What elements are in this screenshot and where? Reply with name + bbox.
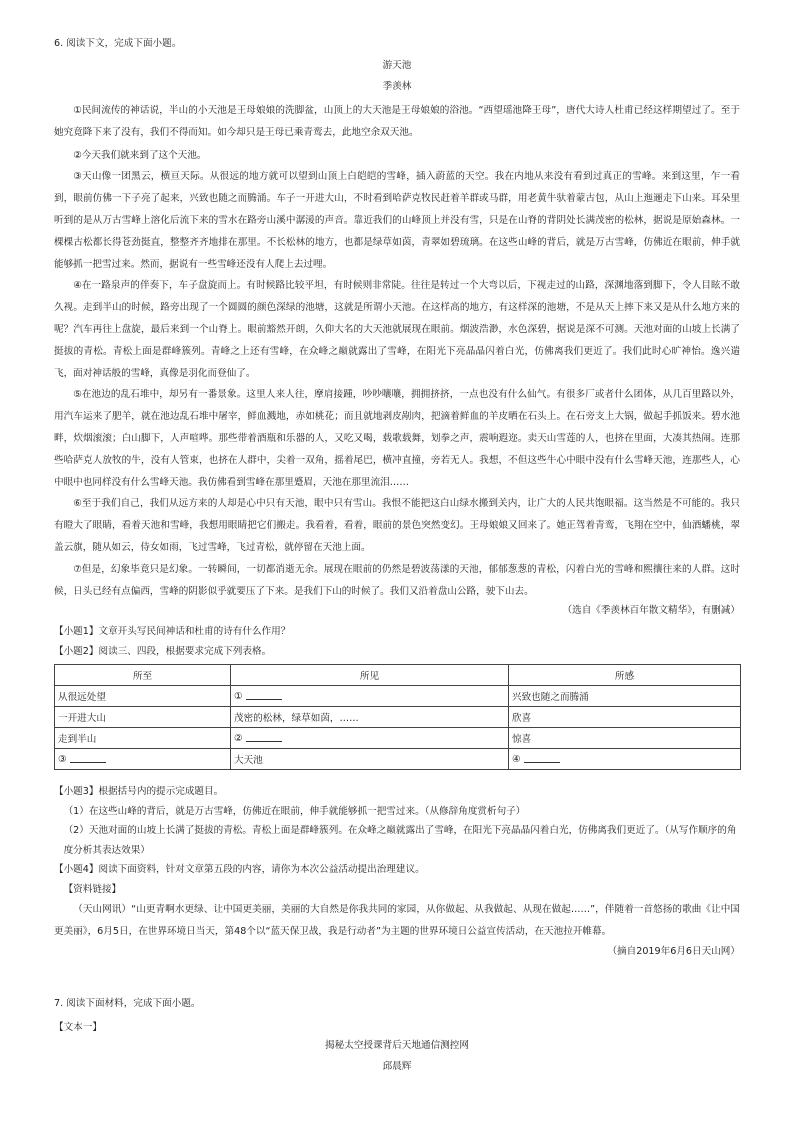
paragraph-5: ⑤在池边的乱石堆中，却另有一番景象。这里人来人往，摩肩接踵，吵吵嚷嚷，拥拥挤挤，一点也没有什么仙气。有很多厂或者什么团体，从几百里路以外，用汽车运来了肥羊，就在池边乱石堆中屠宰，鲜血溅地，赤如桃花；而且就地剥皮剐肉，把滴着鲜血的羊皮晒在石头上。在石旁支上大锅，做起手抓饭来。碧水池畔，炊烟滚滚；白山脚下，人声喧哗。那些带着酒瓶和乐器的人，又吃又喝，载歌载舞，划拳之声，震响遐迩。卖天山雪莲的人，也挤在里面，大凑其热闹。连那些哈萨克人放牧的牛，没有人管束，也挤在人群中，尖着一双角，摇着尾巴，横冲直撞，旁若无人。我想，不但这些牛心中眼中没有什么雪峰天池，连那些人，心中眼中也同样没有什么雪峰天池。我仿佛看到雪峰在那里蹙眉，天池在那里流泪…… [54, 389, 740, 488]
table-cell: 兴致也随之而腾涌 [509, 686, 741, 707]
article-author: 季羡林 [382, 81, 412, 92]
material-link-source: （摘自2019年6月6日天山网） [607, 945, 740, 957]
table-row [55, 707, 741, 728]
table-cell-blank[interactable] [231, 728, 509, 749]
material-link-text: （天山网讯）“山更青啊水更绿、让中国更美丽，美丽的大自然是你我共同的家园，从你做起、从我做起、从现在做起……”，伴随着一首悠扬的歌曲《让中国更美丽》，6月5日，在世界环境日当天，第48个以“蓝天保卫战，我是行动者”为主题的世界环境日公益宣传活动，在天池拉开帷幕。 [54, 904, 740, 938]
table-cell-label: ③ [58, 754, 67, 766]
question-6-heading: 6. 阅读下文，完成下面小题。 [54, 38, 182, 49]
table-cell: 一开进大山 [55, 707, 231, 728]
paragraph-1: ①民间流传的神话说，半山的小天池是王母娘娘的洗脚盆，山顶上的大天池是王母娘娘的浴池。“西望瑶池降王母”，唐代大诗人杜甫已经这样期望过了。至于她究竟降下来了没有，我们不得而知。如今却只是王母已乘青鸾去，此地空余双天池。 [54, 105, 740, 138]
paragraph-3: ③天山像一团黑云，横亘天际。从很远的地方就可以望到山顶上白皑皑的雪峰，插入蔚蓝的天空。我在内地从来没有看到过真正的雪峰。来到这里，乍一看到，眼前仿佛一下子亮了起来，兴致也随之而腾涌。车子一开进大山，不时看到哈萨克牧民赶着羊群或马群，用老黄牛驮着蒙古包，从山上迤逦走下山来。耳朵里听到的是从万古雪峰上溶化后流下来的雪水在路旁山溪中潺湲的声音。靠近我们的山峰顶上并没有雪，只是在山脊的背阴处长满茂密的松林，据说是原始森林。一棵棵古松都长得苍劲挺直，整整齐齐地排在那里。不长松林的地方，也都是绿草如茵，青翠如碧琉璃。在这些山峰的背后，就是万古雪峰，仿佛近在眼前，伸手就能够抓一把雪过来。然而，据说有一些雪峰还没有人爬上去过哩。 [54, 171, 740, 270]
sub-question-3-item-1: （1）在这些山峰的背后，就是万古雪峰，仿佛近在眼前，伸手就能够抓一把雪过来。（从修辞角度赏析句子） [63, 805, 526, 817]
table-header-row [55, 665, 741, 686]
paragraph-7: ⑦但是，幻象毕竟只是幻象。一转瞬间，一切都消逝无余。展现在眼前的仍然是碧波荡漾的天池，郁郁葱葱的青松，闪着白光的雪峰和熙攘往来的人群。这时候，日头已经有点偏西，雪峰的阴影似乎就要压了下来。是我们下山的时候了。我们又沿着盘山公路，驶下山去。 [54, 563, 740, 597]
table-header: 所至 [55, 665, 231, 686]
article-source: （选自《季羡林百年散文精华》，有删减） [562, 605, 740, 617]
answer-table [54, 664, 741, 770]
question-7 [54, 996, 740, 1080]
answer-blank[interactable] [246, 690, 282, 700]
table-cell-label: ① [234, 691, 243, 703]
table-row [55, 749, 741, 770]
text-one-title: 揭秘太空授课背后天地通信测控网 [325, 1039, 469, 1051]
sub-question-1: 【小题1】文章开头写民间神话和杜甫的诗有什么作用？ [54, 626, 291, 638]
answer-blank[interactable] [246, 732, 282, 742]
article-title: 游天池 [382, 60, 412, 71]
sub-question-3: 【小题3】根据括号内的提示完成题目。 [54, 786, 224, 798]
table-cell-label: ② [234, 733, 243, 745]
question-7-heading: 7. 阅读下面材料，完成下面小题。 [54, 998, 201, 1009]
answer-blank[interactable] [524, 753, 560, 763]
material-link-label: 【资料链接】 [63, 883, 122, 895]
paragraph-4: ④在一路泉声的伴奏下，车子盘旋而上。有时候路比较平坦，有时候则非常陡。往往是转过一个大弯以后，下视走过的山路，深渊地落到脚下，令人目眩不敢久视。走到半山的时候，路旁出现了一个圆圆的颜色深绿的池塘，这就是所谓小天池。在这样高的地方，有这样深的池塘，不是从天上摔下来又是从什么地方来的呢？汽车再往上盘旋，最后来到一个山脊上。眼前豁然开朗，久仰大名的大天池就展现在眼前。烟波浩渺，水色深碧，据说是深不可测。天池对面的山坡上长满了挺拔的青松。青松上面是群峰簇列。青峰之上还有雪峰，在众峰之巅就露出了雪峰，在阳光下亮晶晶闪着白光，仿佛离我们更近了。我们此时心旷神怡。逸兴遄飞，面对神话般的雪峰，真像是羽化而登仙了。 [54, 280, 740, 379]
table-header: 所感 [509, 665, 741, 686]
sub-question-3-item-2: （2）天池对面的山坡上长满了挺拔的青松。青松上面是群峰簇列。在众峰之巅就露出了雪峰，在阳光下亮晶晶闪着白光，仿佛离我们更近了。（从写作顺序的角度分析其表达效果） [63, 825, 737, 856]
table-cell-blank[interactable] [509, 749, 741, 770]
answer-blank[interactable] [70, 753, 106, 763]
text-one-author: 邱晨辉 [382, 1060, 412, 1072]
table-cell: 欣喜 [509, 707, 741, 728]
table-cell-label: ④ [512, 754, 521, 766]
table-row [55, 686, 741, 707]
sub-question-2: 【小题2】阅读三、四段，根据要求完成下列表格。 [54, 645, 272, 657]
table-cell: 走到半山 [55, 728, 231, 749]
table-cell-blank[interactable] [231, 686, 509, 707]
table-header: 所见 [231, 665, 509, 686]
table-cell-blank[interactable] [55, 749, 231, 770]
paragraph-2: ②今天我们就来到了这个天池。 [73, 149, 207, 161]
table-cell: 茂密的松林，绿草如茵，…… [231, 707, 509, 728]
table-cell: 大天池 [231, 749, 509, 770]
table-cell: 从很远处望 [55, 686, 231, 707]
question-6 [54, 36, 740, 963]
table-row [55, 728, 741, 749]
sub-question-4: 【小题4】阅读下面资料，针对文章第五段的内容，请你为本次公益活动提出治理建议。 [54, 864, 425, 876]
text-one-label: 【文本一】 [54, 1022, 102, 1033]
table-cell: 惊喜 [509, 728, 741, 749]
paragraph-6: ⑥至于我们自己，我们从远方来的人却是心中只有天池，眼中只有雪山。我恨不能把这白山绿水搬到关内，让广大的人民共饱眼福。这当然是不可能的。我只有瞪大了眼睛，看着天池和雪峰，我想用眼睛把它们搬走。我看着，看着，眼前的景色突然变幻。王母娘娘又回来了。她正驾着青鸾，飞翔在空中，仙酒蟠桃，翠盖云旗，随从如云，侍女如雨，飞过雪峰，飞过青松，就停留在天池上面。 [54, 498, 740, 553]
